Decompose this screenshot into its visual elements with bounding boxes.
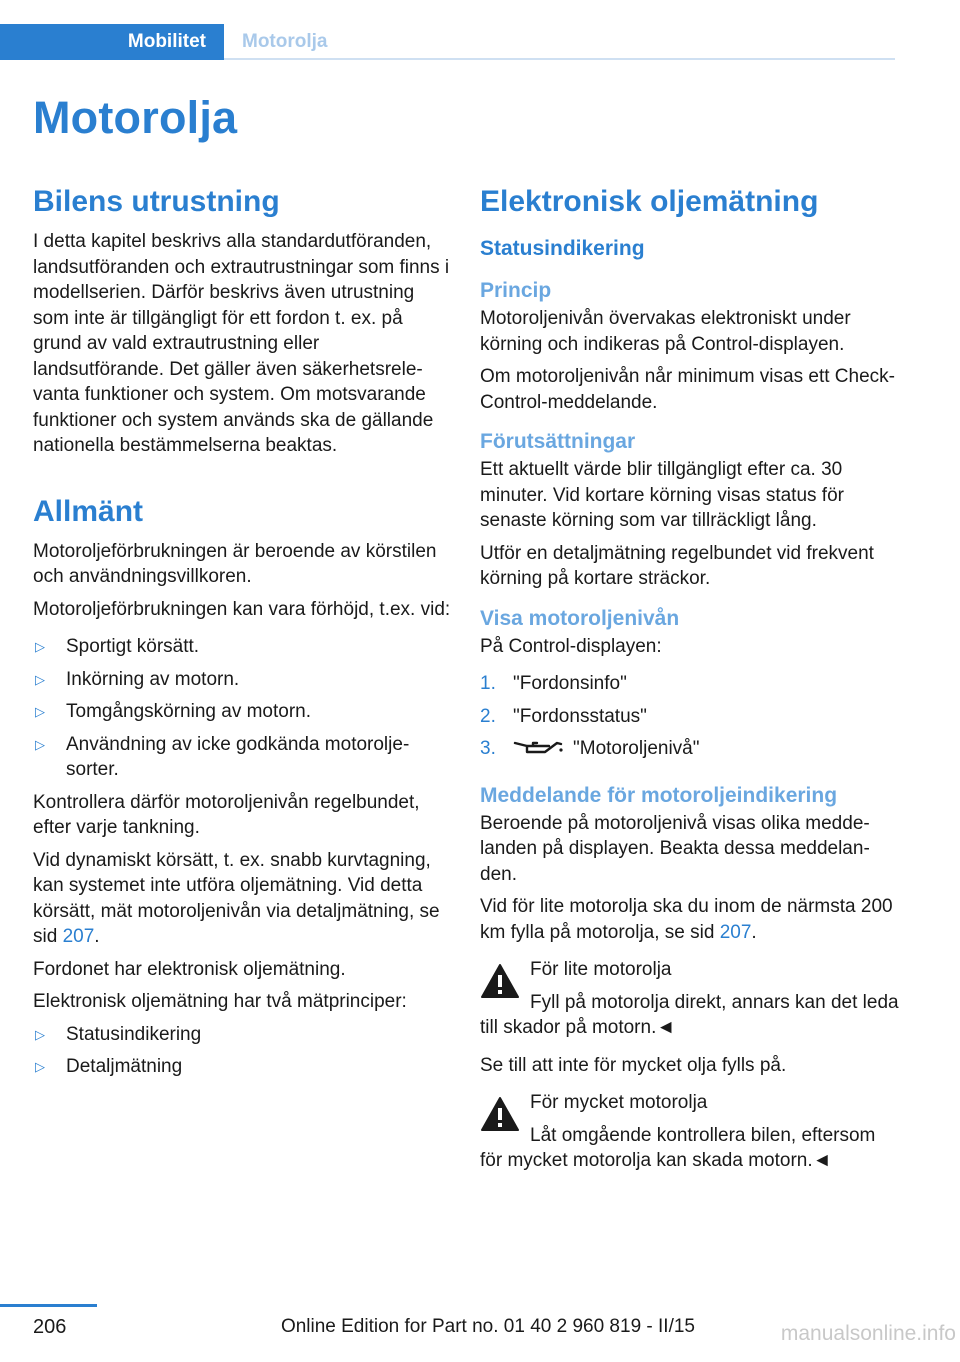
heading-princip: Princip [480,279,552,302]
heading-forutsattningar: Förutsättningar [480,430,636,453]
warning-text-content: Låt omgående kontrollera bilen, eftersom för mycket motorolja kan skada motorn.◄ [480,1124,876,1171]
list-item-text: Användning av icke godkända motoroljesorter. [66,733,410,780]
page-title: Motorolja [33,92,238,143]
page-link-207[interactable]: 207 [62,926,95,947]
triangle-bullet-icon: ▷ [35,704,45,719]
triangle-bullet-icon: ▷ [35,1059,45,1074]
warning-title: För mycket motorolja [530,1092,708,1113]
paragraph: På Control-displayen: [480,635,662,657]
footer-rule [0,1304,97,1307]
watermark: manualsonline.info [780,1322,956,1345]
warning-triangle-icon [480,1096,520,1132]
list-item [480,704,900,730]
list-item [33,1054,451,1080]
paragraph: Beroende på motoroljenivå visas olika meddelanden på displayen. Beakta dessa meddelanden. [480,812,870,885]
step-text: "Motoroljenivå" [573,738,700,759]
warning-text [480,1123,900,1174]
bullet-list [33,1022,451,1080]
step-text: "Fordonsinfo" [513,673,627,694]
paragraph: I detta kapitel beskrivs alla standardutföranden, landsutföranden och extrautrustningar som finns i modellserien. Därför beskrivs även utrustning som inte är tillgängligt för ett fordon t. ex. på grund av vald extrautrustning eller landsutförande. Det gäller även säkerhetsrelevanta funktioner och system. Om motsvarande funktioner och system används ska de gällande nationella bestämmelserna beaktas. [33,231,450,456]
list-item-text: Inkörning av motorn. [66,668,240,690]
paragraph: Om motoroljenivån når minimum visas ett Check-Control-meddelande. [480,366,895,413]
tab-underline [224,58,895,60]
paragraph-end: . [751,921,757,943]
triangle-bullet-icon: ▷ [35,1026,45,1042]
right-column [480,182,900,1174]
list-item [33,732,451,783]
step-text: "Fordonsstatus" [513,705,647,727]
edition-text: Online Edition for Part no. 01 40 2 960 819 - II/15 [280,1316,695,1337]
paragraph: Motoroljeförbrukningen kan vara förhöjd, t.ex. vid: [33,598,451,620]
step-number: 1. [480,673,496,694]
heading-meddelande: Meddelande för motoroljeindikering [480,783,838,807]
paragraph-text: Vid dynamiskt körsätt, t. ex. snabb kurvtagning, kan systemet inte utföra oljemätning. Vid detta körsätt, mät motoroljenivån via detaljmätning, se sid [33,849,440,947]
triangle-bullet-icon: ▷ [35,639,45,654]
tab-motorolja[interactable] [242,24,328,60]
oil-can-icon [513,737,563,757]
triangle-bullet-icon: ▷ [35,736,45,752]
paragraph: Utför en detaljmätning regelbundet vid frekvent körning på kortare sträckor. [480,542,874,589]
section-title-elektronisk-oljematning: Elektronisk oljemätning [480,185,819,218]
heading-visa-motoroljenivan: Visa motoroljenivån [480,606,680,630]
page-number: 206 [33,1316,67,1338]
section-title-allmant: Allmänt [33,494,144,528]
paragraph: Elektronisk oljemätning har två mätprinciper: [33,991,407,1012]
list-item [480,671,900,697]
tab-mobilitet[interactable] [0,24,224,60]
warning-text-content: Fyll på motorolja direkt, annars kan det leda till skador på motorn.◄ [480,991,899,1038]
list-item [33,667,451,693]
page-link-207[interactable]: 207 [719,921,752,943]
triangle-bullet-icon: ▷ [35,671,45,687]
paragraph: Motoroljenivån övervakas elektroniskt under körning och indikeras på Control-displayen. [480,308,851,355]
paragraph: Motoroljeförbrukningen är beroende av körstilen och användningsvillkoren. [33,540,437,587]
list-item-text: Detaljmätning [66,1056,183,1077]
tab-motorolja-label: Motorolja [242,31,328,52]
paragraph: Se till att inte för mycket olja fylls på. [480,1054,787,1076]
warning-title: För lite motorolja [530,959,672,980]
list-item-text: Sportigt körsätt. [66,636,200,657]
subsection-title-statusindikering: Statusindikering [480,237,645,260]
paragraph: Ett aktuellt värde blir tillgängligt efter ca. 30 minuter. Vid kortare körning visas status för senaste körning som var tillräckligt lång. [480,459,844,531]
bullet-list [33,634,451,783]
paragraph-end: . [94,926,100,947]
step-number: 3. [480,738,496,759]
warning-triangle-icon [480,963,520,999]
paragraph: Fordonet har elektronisk oljemätning. [33,958,346,980]
paragraph: Kontrollera därför motoroljenivån regelbundet, efter varje tankning. [33,791,420,838]
tab-mobilitet-label: Mobilitet [127,31,206,52]
left-column [33,182,451,1087]
warning-too-much-oil [480,1090,900,1174]
section-title-bilens-utrustning: Bilens utrustning [33,185,280,218]
list-item [480,736,900,762]
list-item [33,634,451,660]
steps-list [480,671,900,762]
paragraph [480,894,900,945]
header-tabbar [0,24,895,62]
list-item [33,699,451,725]
warning-text [480,990,900,1041]
list-item-text: Tomgångskörning av motorn. [66,701,312,722]
warning-low-oil [480,957,900,1041]
paragraph-text: Vid för lite motorolja ska du inom de närmsta 200 km fylla på motorolja, se sid [480,896,893,943]
list-item-text: Statusindikering [66,1023,202,1045]
list-item [33,1022,451,1048]
step-number: 2. [480,705,496,727]
paragraph [33,848,451,950]
